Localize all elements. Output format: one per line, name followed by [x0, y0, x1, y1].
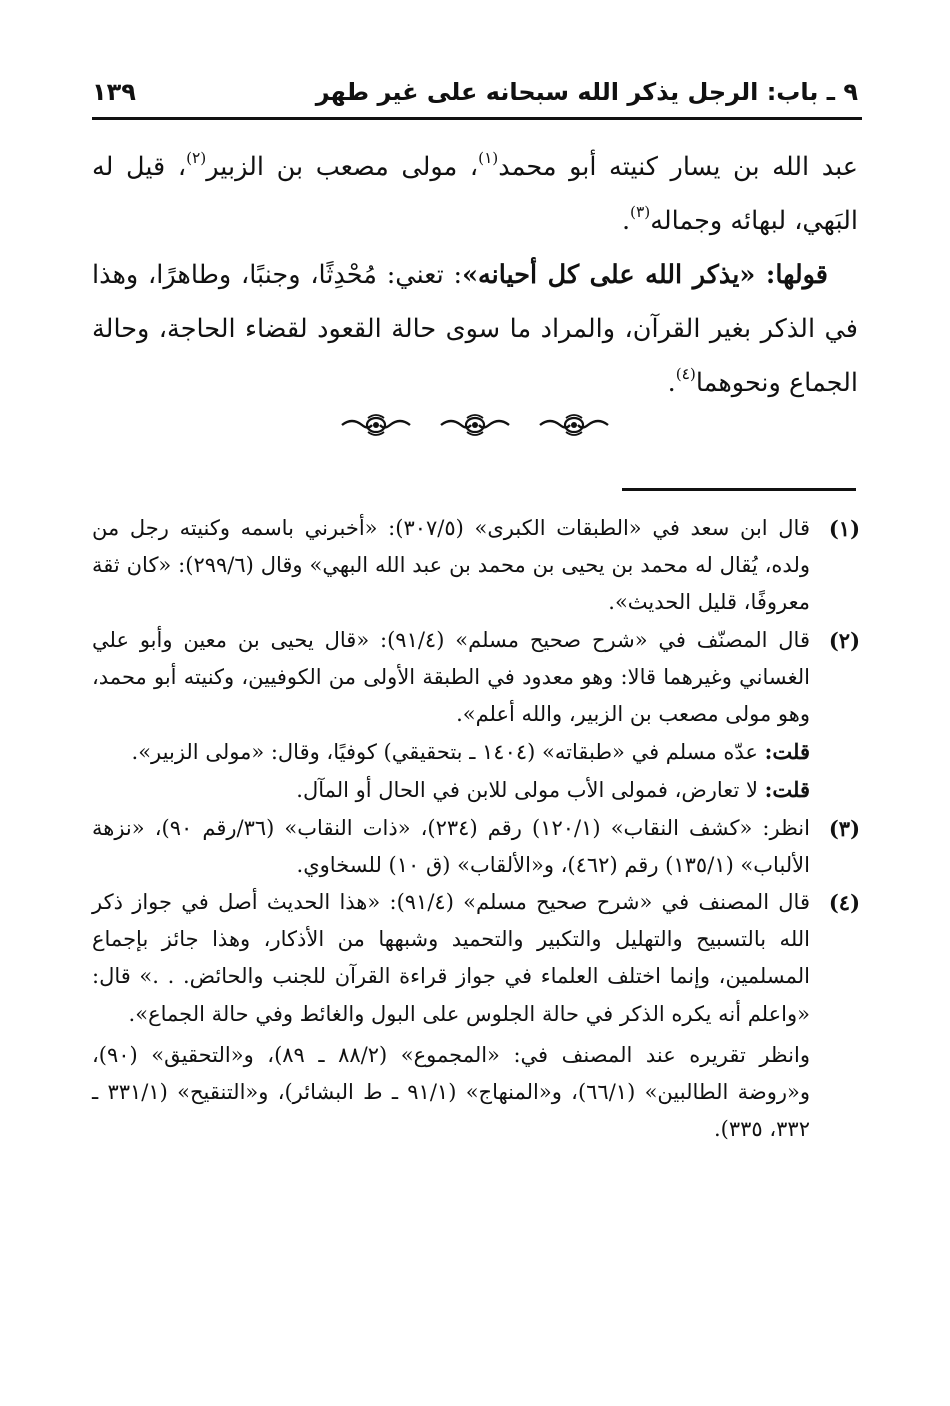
footnote-ref-3: (٣)	[630, 202, 651, 221]
ornament-icon	[439, 413, 511, 437]
footnote-1	[92, 510, 860, 622]
running-head	[92, 74, 858, 116]
header-rule	[92, 117, 862, 120]
footnote-number: (٣)	[828, 815, 860, 841]
ornament-icon	[340, 413, 412, 437]
footnote-4	[92, 884, 860, 1148]
chapter-title: ٩ ـ باب: الرجل يذكر الله سبحانه على غير طهر	[315, 78, 858, 106]
footnote-text-run: عدّه مسلم في «طبقاته» (١٤٠٤ ـ بتحقيقي) كوفيًا، وقال: «مولى الزبير».	[131, 740, 758, 765]
text-run: ، مولى مصعب بن الزبير	[206, 152, 479, 182]
footnote-2	[92, 622, 860, 810]
section-ornament	[340, 410, 610, 440]
text-run: .	[667, 368, 676, 398]
footnote-text	[92, 733, 810, 771]
footnote-text: وانظر تقريره عند المصنف في: «المجموع» (٨٨/٢ ـ ٨٩)، و«التحقيق» (٩٠)، و«روضة الطالبين» (٦٦/١)، و«المنهاج» (٩١/١ ـ ط البشائر)، و«التنقيح» (٣٣١/١ ـ ٣٣٢، ٣٣٥).	[92, 1042, 810, 1142]
footnote-separator	[622, 488, 856, 491]
footnote-ref-2: (٢)	[186, 148, 207, 167]
footnote-text	[92, 771, 810, 809]
footnotes	[92, 510, 860, 1148]
footnote-body	[92, 884, 810, 1148]
paragraph-2	[92, 248, 858, 410]
footnote-ref-4: (٤)	[675, 364, 696, 383]
text-run: .	[621, 206, 631, 236]
footnote-text: قال المصنف في «شرح صحيح مسلم» (٩١/٤): «هذا الحديث أصل في جواز ذكر الله بالتسبيح والتهليل والتكبير والتحميد وشبهها من الأذكار، وهذا جائز بإجماع المسلمين، وإنما اختلف العلماء في جواز قراءة القرآن للجنب والحائض. . .» قال: «واعلم أنه يكره الذكر في حالة الجلوس على البول والغائط وفي حالة الجماع».	[92, 890, 810, 1026]
footnote-number: (١)	[828, 516, 860, 541]
footnote-text: قال المصنّف في «شرح صحيح مسلم» (٩١/٤): «قال يحيى بن معين وأبو علي الغساني وغيرهما قالا: وهو معدود في الطبقة الأولى من الكوفيين، وكنيته أبو محمد، وهو مولى مصعب بن الزبير، والله أعلم».	[92, 627, 810, 727]
paragraph-1	[92, 140, 858, 248]
text-run: عبد الله بن يسار كنيته أبو محمد	[498, 152, 858, 182]
footnote-text-run: لا تعارض، فمولى الأب مولى للابن في الحال أو المآل.	[296, 778, 758, 803]
footnote-text: انظر: «كشف النقاب» (١٢٠/١) رقم (٢٣٤)، «ذات النقاب» (٣٦/رقم ٩٠)، «نزهة الألباب» (١٣٥/١) رقم (٤٦٢)، و«الألقاب» (ق ١٠) للسخاوي.	[92, 815, 810, 877]
footnote-body	[92, 510, 810, 622]
footnote-3	[92, 810, 860, 884]
ornament-icon	[538, 413, 610, 437]
qult-label: قلت:	[764, 739, 810, 765]
main-text	[92, 140, 858, 410]
footnote-body	[92, 810, 810, 884]
footnote-number: (٢)	[828, 627, 860, 653]
footnote-number: (٤)	[828, 890, 860, 916]
footnote-body	[92, 622, 810, 810]
text-run: قولها:	[755, 260, 828, 290]
hadith-quote: «يذكر الله على كل أحيانه»	[462, 260, 756, 290]
page-number: ١٣٩	[92, 78, 136, 106]
footnote-ref-1: (١)	[478, 148, 499, 167]
text-run: : تعني: مُحْدِثًا، وجنبًا، وطاهرًا، وهذا في الذكر بغير القرآن، والمراد ما سوى حالة القعود لقضاء الحاجة، وحالة الجماع ونحوهما	[92, 260, 858, 398]
text-run: ، قيل له البَهي، لبهائه وجماله	[92, 152, 858, 236]
qult-label: قلت:	[764, 777, 810, 803]
footnote-text: قال ابن سعد في «الطبقات الكبرى» (٣٠٧/٥): «أخبرني باسمه وكنيته رجل من ولده، يُقال له محمد بن يحيى بن محمد بن عبد الله البهي» وقال (٢٩٩/٦): «كان ثقة معروفًا، قليل الحديث».	[92, 516, 810, 615]
